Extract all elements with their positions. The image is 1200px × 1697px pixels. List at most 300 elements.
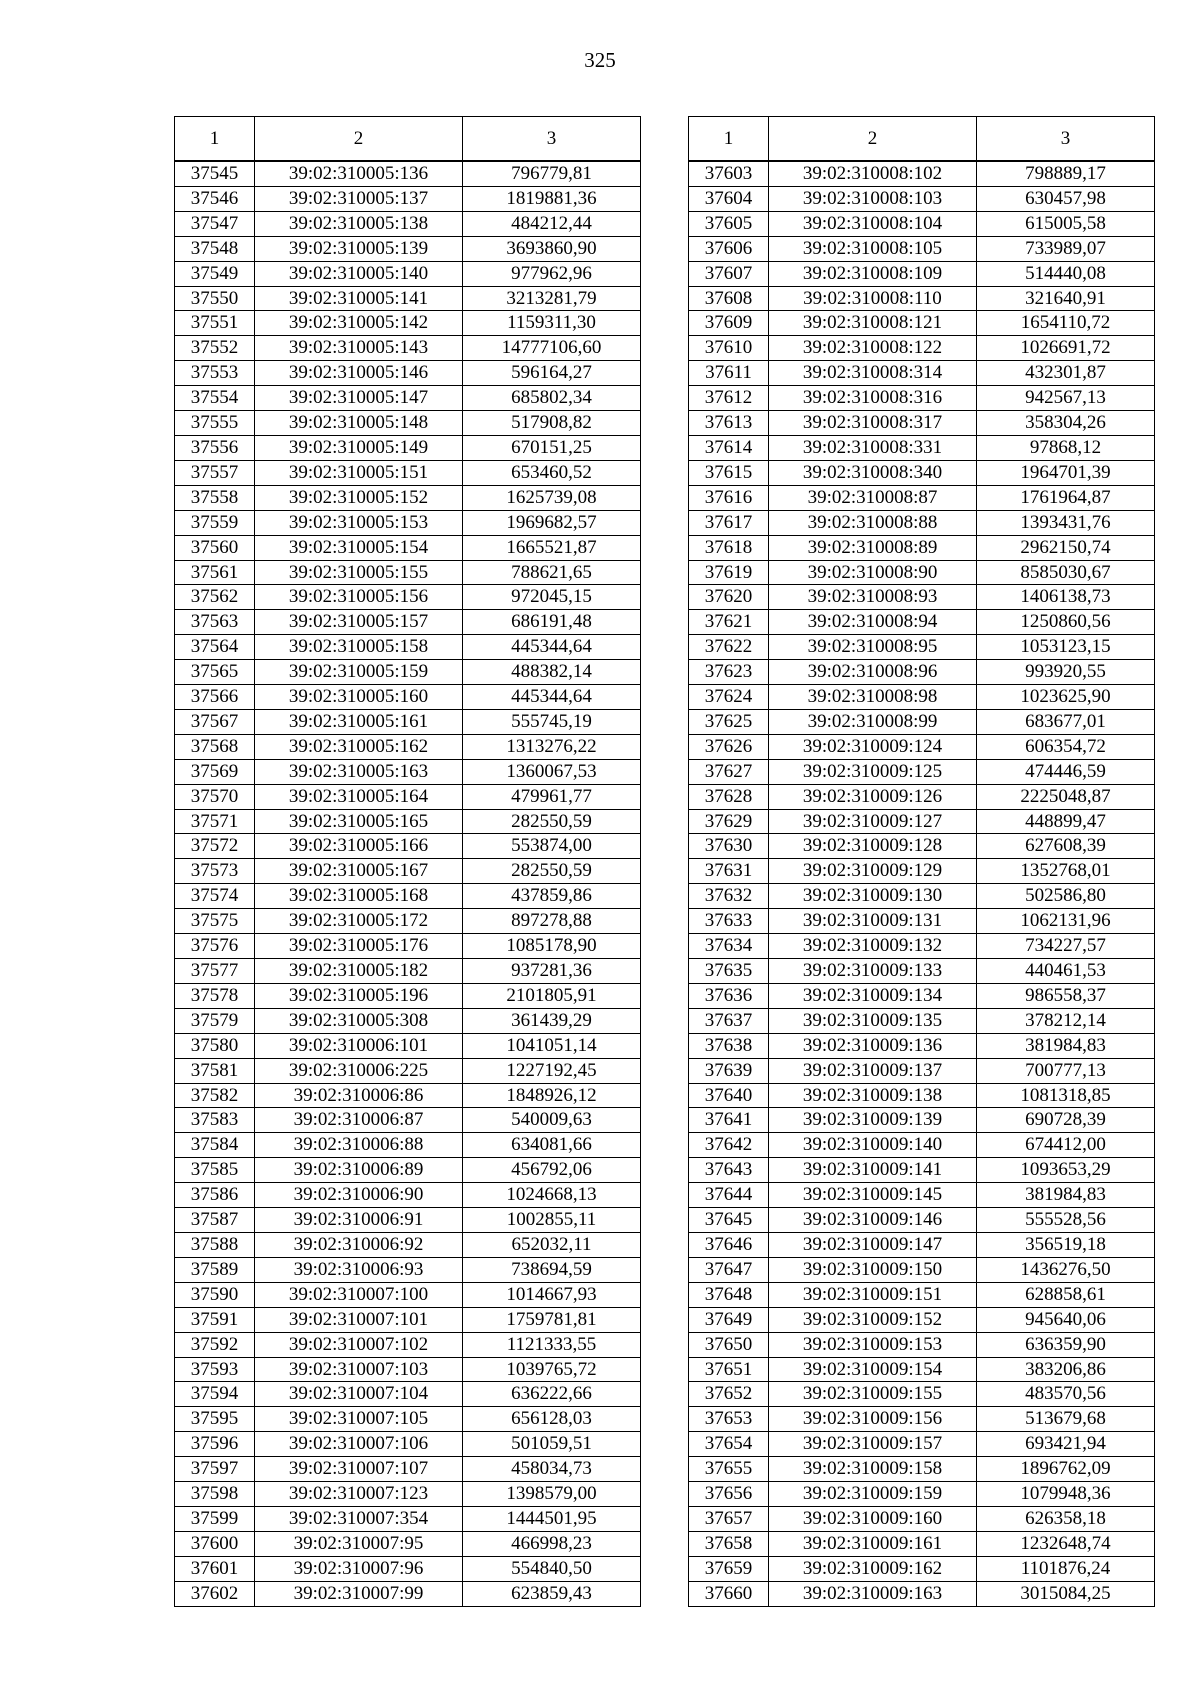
row-number-cell: 37659 (689, 1556, 769, 1581)
table-row (175, 834, 641, 859)
table-row (689, 485, 1155, 510)
value-cell: 1250860,56 (977, 610, 1155, 635)
cadastral-number-cell: 39:02:310005:196 (255, 983, 463, 1008)
row-number-cell: 37553 (175, 361, 255, 386)
value-cell: 378212,14 (977, 1008, 1155, 1033)
row-number-cell: 37555 (175, 411, 255, 436)
row-number-cell: 37576 (175, 934, 255, 959)
cadastral-number-cell: 39:02:310009:135 (769, 1008, 977, 1033)
value-cell: 2101805,91 (463, 983, 641, 1008)
table-row (689, 1457, 1155, 1482)
value-cell: 432301,87 (977, 361, 1155, 386)
table-row (175, 1008, 641, 1033)
row-number-cell: 37612 (689, 386, 769, 411)
row-number-cell: 37655 (689, 1457, 769, 1482)
value-cell: 14777106,60 (463, 336, 641, 361)
cadastral-number-cell: 39:02:310009:163 (769, 1581, 977, 1606)
row-number-cell: 37624 (689, 685, 769, 710)
row-number-cell: 37614 (689, 435, 769, 460)
value-cell: 553874,00 (463, 834, 641, 859)
value-cell: 474446,59 (977, 759, 1155, 784)
cadastral-number-cell: 39:02:310007:354 (255, 1506, 463, 1531)
row-number-cell: 37636 (689, 983, 769, 1008)
table-row (689, 784, 1155, 809)
cadastral-number-cell: 39:02:310008:102 (769, 161, 977, 186)
table-row (689, 809, 1155, 834)
row-number-cell: 37616 (689, 485, 769, 510)
cadastral-number-cell: 39:02:310009:130 (769, 884, 977, 909)
value-cell: 897278,88 (463, 909, 641, 934)
cadastral-number-cell: 39:02:310008:316 (769, 386, 977, 411)
cadastral-number-cell: 39:02:310009:154 (769, 1357, 977, 1382)
value-cell: 502586,80 (977, 884, 1155, 909)
row-number-cell: 37643 (689, 1158, 769, 1183)
cadastral-number-cell: 39:02:310008:109 (769, 261, 977, 286)
table-row (175, 884, 641, 909)
row-number-cell: 37545 (175, 161, 255, 186)
value-cell: 321640,91 (977, 286, 1155, 311)
value-cell: 1819881,36 (463, 186, 641, 211)
value-cell: 636222,66 (463, 1382, 641, 1407)
cadastral-number-cell: 39:02:310008:331 (769, 435, 977, 460)
table-row (689, 1083, 1155, 1108)
table-row (175, 1382, 641, 1407)
table-row (175, 1257, 641, 1282)
cadastral-number-cell: 39:02:310008:93 (769, 585, 977, 610)
value-cell: 1121333,55 (463, 1332, 641, 1357)
row-number-cell: 37588 (175, 1232, 255, 1257)
value-cell: 652032,11 (463, 1232, 641, 1257)
cadastral-number-cell: 39:02:310008:96 (769, 660, 977, 685)
value-cell: 628858,61 (977, 1282, 1155, 1307)
cadastral-number-cell: 39:02:310005:153 (255, 510, 463, 535)
row-number-cell: 37590 (175, 1282, 255, 1307)
cadastral-number-cell: 39:02:310005:164 (255, 784, 463, 809)
table-row (689, 510, 1155, 535)
row-number-cell: 37657 (689, 1506, 769, 1531)
cadastral-number-cell: 39:02:310009:128 (769, 834, 977, 859)
cadastral-number-cell: 39:02:310009:127 (769, 809, 977, 834)
cadastral-number-cell: 39:02:310005:182 (255, 959, 463, 984)
table-row (175, 909, 641, 934)
row-number-cell: 37564 (175, 635, 255, 660)
table-row (175, 560, 641, 585)
table-row (175, 386, 641, 411)
table-row (689, 386, 1155, 411)
row-number-cell: 37652 (689, 1382, 769, 1407)
value-cell: 356519,18 (977, 1232, 1155, 1257)
cadastral-number-cell: 39:02:310008:88 (769, 510, 977, 535)
table-row (175, 635, 641, 660)
column-header-3: 3 (977, 117, 1155, 162)
table-row (689, 983, 1155, 1008)
cadastral-number-cell: 39:02:310005:148 (255, 411, 463, 436)
cadastral-number-cell: 39:02:310005:154 (255, 535, 463, 560)
table-row (689, 734, 1155, 759)
table-row (175, 236, 641, 261)
cadastral-number-cell: 39:02:310005:137 (255, 186, 463, 211)
table-row (689, 709, 1155, 734)
table-row (175, 660, 641, 685)
cadastral-number-cell: 39:02:310009:160 (769, 1506, 977, 1531)
row-number-cell: 37654 (689, 1432, 769, 1457)
cadastral-number-cell: 39:02:310005:165 (255, 809, 463, 834)
cadastral-number-cell: 39:02:310005:163 (255, 759, 463, 784)
value-cell: 1625739,08 (463, 485, 641, 510)
value-cell: 1093653,29 (977, 1158, 1155, 1183)
row-number-cell: 37625 (689, 709, 769, 734)
value-cell: 615005,58 (977, 211, 1155, 236)
table-row (175, 959, 641, 984)
row-number-cell: 37660 (689, 1581, 769, 1606)
column-header-2: 2 (255, 117, 463, 162)
cadastral-number-cell: 39:02:310005:140 (255, 261, 463, 286)
cadastral-number-cell: 39:02:310005:141 (255, 286, 463, 311)
cadastral-number-cell: 39:02:310009:150 (769, 1257, 977, 1282)
table-row (689, 161, 1155, 186)
row-number-cell: 37620 (689, 585, 769, 610)
table-row (689, 560, 1155, 585)
table-row (175, 1058, 641, 1083)
table-row (689, 435, 1155, 460)
row-number-cell: 37658 (689, 1531, 769, 1556)
cadastral-number-cell: 39:02:310008:94 (769, 610, 977, 635)
cadastral-number-cell: 39:02:310009:132 (769, 934, 977, 959)
row-number-cell: 37578 (175, 983, 255, 1008)
table-row (689, 286, 1155, 311)
row-number-cell: 37630 (689, 834, 769, 859)
table-row (175, 535, 641, 560)
cadastral-number-cell: 39:02:310009:141 (769, 1158, 977, 1183)
value-cell: 1053123,15 (977, 635, 1155, 660)
value-cell: 514440,08 (977, 261, 1155, 286)
cadastral-number-cell: 39:02:310008:103 (769, 186, 977, 211)
value-cell: 796779,81 (463, 161, 641, 186)
cadastral-number-cell: 39:02:310005:308 (255, 1008, 463, 1033)
row-number-cell: 37550 (175, 286, 255, 311)
value-cell: 686191,48 (463, 610, 641, 635)
cadastral-number-cell: 39:02:310008:121 (769, 311, 977, 336)
cadastral-number-cell: 39:02:310007:100 (255, 1282, 463, 1307)
cadastral-number-cell: 39:02:310006:101 (255, 1033, 463, 1058)
value-cell: 1352768,01 (977, 859, 1155, 884)
table-row (175, 460, 641, 485)
table-row (689, 934, 1155, 959)
cadastral-number-cell: 39:02:310006:90 (255, 1183, 463, 1208)
table-row (689, 1058, 1155, 1083)
row-number-cell: 37609 (689, 311, 769, 336)
cadastral-number-cell: 39:02:310009:138 (769, 1083, 977, 1108)
value-cell: 1024668,13 (463, 1183, 641, 1208)
value-cell: 1398579,00 (463, 1482, 641, 1507)
cadastral-number-cell: 39:02:310009:155 (769, 1382, 977, 1407)
row-number-cell: 37603 (689, 161, 769, 186)
table-row (175, 336, 641, 361)
row-number-cell: 37548 (175, 236, 255, 261)
cadastral-number-cell: 39:02:310006:88 (255, 1133, 463, 1158)
row-number-cell: 37549 (175, 261, 255, 286)
cadastral-number-cell: 39:02:310008:95 (769, 635, 977, 660)
value-cell: 972045,15 (463, 585, 641, 610)
row-number-cell: 37606 (689, 236, 769, 261)
table-row (175, 1208, 641, 1233)
row-number-cell: 37546 (175, 186, 255, 211)
table-row (175, 1307, 641, 1332)
value-cell: 458034,73 (463, 1457, 641, 1482)
table-row (175, 585, 641, 610)
value-cell: 606354,72 (977, 734, 1155, 759)
column-header-3: 3 (463, 117, 641, 162)
table-row (689, 411, 1155, 436)
value-cell: 1232648,74 (977, 1531, 1155, 1556)
cadastral-number-cell: 39:02:310009:161 (769, 1531, 977, 1556)
value-cell: 977962,96 (463, 261, 641, 286)
table-row (689, 311, 1155, 336)
cadastral-number-cell: 39:02:310009:126 (769, 784, 977, 809)
table-row (689, 1432, 1155, 1457)
row-number-cell: 37583 (175, 1108, 255, 1133)
row-number-cell: 37651 (689, 1357, 769, 1382)
value-cell: 798889,17 (977, 161, 1155, 186)
row-number-cell: 37563 (175, 610, 255, 635)
row-number-cell: 37626 (689, 734, 769, 759)
value-cell: 1041051,14 (463, 1033, 641, 1058)
table-row (689, 1556, 1155, 1581)
cadastral-number-cell: 39:02:310005:142 (255, 311, 463, 336)
table-row (175, 983, 641, 1008)
row-number-cell: 37607 (689, 261, 769, 286)
row-number-cell: 37637 (689, 1008, 769, 1033)
value-cell: 1026691,72 (977, 336, 1155, 361)
value-cell: 1079948,36 (977, 1482, 1155, 1507)
cadastral-number-cell: 39:02:310009:124 (769, 734, 977, 759)
cadastral-number-cell: 39:02:310007:103 (255, 1357, 463, 1382)
row-number-cell: 37640 (689, 1083, 769, 1108)
table-row (175, 510, 641, 535)
value-cell: 937281,36 (463, 959, 641, 984)
table-row (175, 435, 641, 460)
value-cell: 690728,39 (977, 1108, 1155, 1133)
value-cell: 623859,43 (463, 1581, 641, 1606)
table-row (175, 1482, 641, 1507)
row-number-cell: 37561 (175, 560, 255, 585)
row-number-cell: 37633 (689, 909, 769, 934)
table-row (175, 709, 641, 734)
row-number-cell: 37551 (175, 311, 255, 336)
table-row (689, 884, 1155, 909)
cadastral-number-cell: 39:02:310005:158 (255, 635, 463, 660)
value-cell: 555528,56 (977, 1208, 1155, 1233)
value-cell: 448899,47 (977, 809, 1155, 834)
cadastral-number-cell: 39:02:310008:99 (769, 709, 977, 734)
row-number-cell: 37610 (689, 336, 769, 361)
value-cell: 445344,64 (463, 685, 641, 710)
table-row (689, 1183, 1155, 1208)
row-number-cell: 37552 (175, 336, 255, 361)
row-number-cell: 37641 (689, 1108, 769, 1133)
value-cell: 1665521,87 (463, 535, 641, 560)
cadastral-number-cell: 39:02:310005:156 (255, 585, 463, 610)
table-row (689, 186, 1155, 211)
value-cell: 456792,06 (463, 1158, 641, 1183)
value-cell: 479961,77 (463, 784, 641, 809)
row-number-cell: 37650 (689, 1332, 769, 1357)
row-number-cell: 37608 (689, 286, 769, 311)
value-cell: 501059,51 (463, 1432, 641, 1457)
value-cell: 1393431,76 (977, 510, 1155, 535)
row-number-cell: 37580 (175, 1033, 255, 1058)
column-header-1: 1 (175, 117, 255, 162)
cadastral-number-cell: 39:02:310005:160 (255, 685, 463, 710)
value-cell: 1406138,73 (977, 585, 1155, 610)
value-cell: 734227,57 (977, 934, 1155, 959)
value-cell: 596164,27 (463, 361, 641, 386)
row-number-cell: 37639 (689, 1058, 769, 1083)
table-row (175, 734, 641, 759)
cadastral-number-cell: 39:02:310009:158 (769, 1457, 977, 1482)
value-cell: 942567,13 (977, 386, 1155, 411)
cadastral-number-cell: 39:02:310007:105 (255, 1407, 463, 1432)
cadastral-number-cell: 39:02:310006:89 (255, 1158, 463, 1183)
row-number-cell: 37572 (175, 834, 255, 859)
value-cell: 674412,00 (977, 1133, 1155, 1158)
cadastral-number-cell: 39:02:310009:140 (769, 1133, 977, 1158)
row-number-cell: 37570 (175, 784, 255, 809)
value-cell: 993920,55 (977, 660, 1155, 685)
cadastral-number-cell: 39:02:310008:87 (769, 485, 977, 510)
row-number-cell: 37556 (175, 435, 255, 460)
table-row (175, 186, 641, 211)
row-number-cell: 37649 (689, 1307, 769, 1332)
table-row (689, 635, 1155, 660)
table-row (175, 1108, 641, 1133)
cadastral-number-cell: 39:02:310009:134 (769, 983, 977, 1008)
value-cell: 282550,59 (463, 859, 641, 884)
cadastral-number-cell: 39:02:310008:90 (769, 560, 977, 585)
table-row (689, 261, 1155, 286)
cadastral-number-cell: 39:02:310008:317 (769, 411, 977, 436)
value-cell: 626358,18 (977, 1506, 1155, 1531)
table-row (175, 161, 641, 186)
row-number-cell: 37618 (689, 535, 769, 560)
table-row (689, 585, 1155, 610)
table-row (689, 685, 1155, 710)
table-row (175, 859, 641, 884)
cadastral-number-cell: 39:02:310009:136 (769, 1033, 977, 1058)
table-row (175, 1556, 641, 1581)
table-row (689, 759, 1155, 784)
value-cell: 1062131,96 (977, 909, 1155, 934)
value-cell: 693421,94 (977, 1432, 1155, 1457)
table-row (175, 1158, 641, 1183)
cadastral-number-cell: 39:02:310008:340 (769, 460, 977, 485)
value-cell: 630457,98 (977, 186, 1155, 211)
table-row (689, 1133, 1155, 1158)
cadastral-number-cell: 39:02:310009:152 (769, 1307, 977, 1332)
value-cell: 517908,82 (463, 411, 641, 436)
row-number-cell: 37584 (175, 1133, 255, 1158)
row-number-cell: 37601 (175, 1556, 255, 1581)
table-row (175, 411, 641, 436)
table-row (689, 1531, 1155, 1556)
row-number-cell: 37568 (175, 734, 255, 759)
value-cell: 554840,50 (463, 1556, 641, 1581)
value-cell: 381984,83 (977, 1033, 1155, 1058)
value-cell: 1085178,90 (463, 934, 641, 959)
value-cell: 1159311,30 (463, 311, 641, 336)
table-row (689, 959, 1155, 984)
value-cell: 466998,23 (463, 1531, 641, 1556)
row-number-cell: 37599 (175, 1506, 255, 1531)
row-number-cell: 37600 (175, 1531, 255, 1556)
cadastral-number-cell: 39:02:310005:147 (255, 386, 463, 411)
value-cell: 1761964,87 (977, 485, 1155, 510)
cadastral-number-cell: 39:02:310009:153 (769, 1332, 977, 1357)
table-row (689, 460, 1155, 485)
value-cell: 1759781,81 (463, 1307, 641, 1332)
cadastral-number-cell: 39:02:310009:146 (769, 1208, 977, 1233)
cadastral-number-cell: 39:02:310009:162 (769, 1556, 977, 1581)
value-cell: 361439,29 (463, 1008, 641, 1033)
table-row (175, 1033, 641, 1058)
row-number-cell: 37602 (175, 1581, 255, 1606)
table-row (689, 211, 1155, 236)
row-number-cell: 37646 (689, 1232, 769, 1257)
cadastral-number-cell: 39:02:310008:105 (769, 236, 977, 261)
row-number-cell: 37562 (175, 585, 255, 610)
table-row (175, 759, 641, 784)
row-number-cell: 37573 (175, 859, 255, 884)
cadastral-number-cell: 39:02:310008:89 (769, 535, 977, 560)
table-row (175, 1432, 641, 1457)
cadastral-number-cell: 39:02:310009:129 (769, 859, 977, 884)
row-number-cell: 37559 (175, 510, 255, 535)
row-number-cell: 37644 (689, 1183, 769, 1208)
table-row (689, 1257, 1155, 1282)
table-row (689, 1357, 1155, 1382)
row-number-cell: 37582 (175, 1083, 255, 1108)
cadastral-number-cell: 39:02:310005:157 (255, 610, 463, 635)
value-cell: 540009,63 (463, 1108, 641, 1133)
table-row (689, 336, 1155, 361)
table-row (175, 934, 641, 959)
cadastral-number-cell: 39:02:310005:159 (255, 660, 463, 685)
cadastral-number-cell: 39:02:310007:102 (255, 1332, 463, 1357)
value-cell: 3213281,79 (463, 286, 641, 311)
row-number-cell: 37586 (175, 1183, 255, 1208)
row-number-cell: 37587 (175, 1208, 255, 1233)
table-row (175, 1083, 641, 1108)
row-number-cell: 37621 (689, 610, 769, 635)
value-cell: 488382,14 (463, 660, 641, 685)
cadastral-number-cell: 39:02:310005:136 (255, 161, 463, 186)
cadastral-number-cell: 39:02:310005:152 (255, 485, 463, 510)
cadastral-number-cell: 39:02:310009:139 (769, 1108, 977, 1133)
row-number-cell: 37619 (689, 560, 769, 585)
value-cell: 97868,12 (977, 435, 1155, 460)
cadastral-number-cell: 39:02:310009:131 (769, 909, 977, 934)
cadastral-number-cell: 39:02:310005:166 (255, 834, 463, 859)
table-row (689, 1282, 1155, 1307)
table-row (175, 485, 641, 510)
table-row (175, 1531, 641, 1556)
value-cell: 670151,25 (463, 435, 641, 460)
value-cell: 2962150,74 (977, 535, 1155, 560)
row-number-cell: 37592 (175, 1332, 255, 1357)
cadastral-number-cell: 39:02:310005:172 (255, 909, 463, 934)
table-row (175, 361, 641, 386)
row-number-cell: 37591 (175, 1307, 255, 1332)
